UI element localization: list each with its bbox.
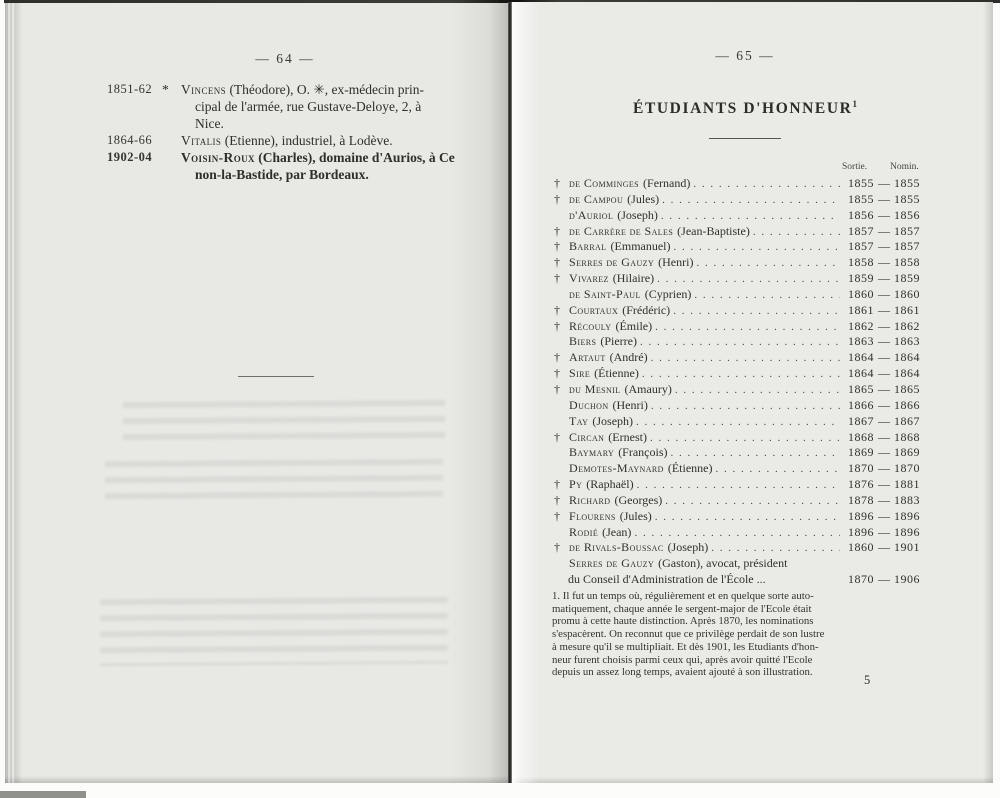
- row-years: [840, 287, 932, 302]
- entry-dates: 1864-66: [107, 133, 153, 147]
- row-years: [840, 303, 932, 318]
- footnote-reference-mark: 1: [852, 99, 857, 109]
- honor-roll-row: [554, 208, 932, 224]
- year-dash: —: [878, 207, 890, 222]
- row-surname: Récouly: [569, 318, 612, 333]
- honor-roll-row: [554, 192, 932, 208]
- dot-leader: [658, 208, 840, 223]
- dagger-mark: †: [554, 366, 560, 381]
- sortie-year: 1867: [848, 413, 874, 428]
- honor-roll-row: [554, 540, 932, 556]
- sortie-year: 1860: [848, 286, 874, 301]
- honor-roll-row: [554, 398, 932, 414]
- row-name: [569, 176, 690, 191]
- honor-roll-row: [554, 509, 932, 525]
- sortie-year: 1896: [848, 508, 874, 523]
- year-dash: —: [878, 239, 890, 254]
- row-surname: Tay: [569, 413, 589, 428]
- honor-roll-last-row: [554, 556, 932, 588]
- year-dash: —: [878, 176, 890, 190]
- row-given-name: (Émile): [615, 318, 653, 333]
- row-surname: Flourens: [569, 508, 616, 523]
- honor-roll-row: [554, 493, 932, 509]
- row-surname: Sire: [569, 366, 591, 381]
- row-years: [840, 319, 932, 334]
- sortie-year: 1870: [848, 461, 874, 476]
- dot-leader: [750, 224, 840, 239]
- row-years: [840, 572, 932, 587]
- nomin-year: 1869: [894, 445, 920, 460]
- dot-leader: [671, 239, 840, 254]
- sortie-year: 1869: [848, 445, 874, 460]
- entry-text: (Charles), domaine d'Aurios, à Ce: [258, 150, 455, 165]
- nomin-year: 1896: [894, 524, 920, 539]
- entry-surname: Vitalis: [181, 133, 222, 148]
- sortie-year: 1861: [848, 302, 874, 317]
- row-surname: de Carrère de Sales: [569, 223, 674, 238]
- honor-roll-row: [554, 430, 932, 446]
- row-given-name: (Raphaël): [586, 477, 634, 492]
- honor-roll-row: [554, 287, 932, 303]
- row-surname: Circan: [569, 429, 605, 444]
- row-name: [569, 287, 691, 302]
- honor-roll-row: [554, 461, 932, 477]
- entry-surname: Voisin-Roux: [181, 150, 255, 165]
- section-title-text: ÉTUDIANTS D'HONNEUR: [633, 100, 853, 118]
- bleed-through-smudge: [105, 454, 443, 502]
- year-dash: —: [878, 286, 890, 301]
- directory-entry: [5, 149, 509, 166]
- nomin-year: 1856: [894, 207, 920, 222]
- dagger-mark: †: [554, 350, 560, 365]
- nomin-year: 1859: [894, 271, 920, 286]
- dot-leader: [670, 303, 840, 318]
- sortie-year: 1856: [848, 207, 874, 222]
- year-dash: —: [878, 524, 890, 539]
- dot-leader: [712, 461, 840, 476]
- dot-leader: [648, 350, 840, 365]
- row-surname: d'Auriol: [569, 207, 614, 222]
- dot-leader: [662, 493, 840, 508]
- dot-leader: [659, 192, 840, 207]
- row-years: [840, 176, 932, 191]
- year-dash: —: [878, 461, 890, 476]
- footnote-line: à mesure qu'il se multipliait. Et dès 1901, les Etudiants d'hon-: [552, 640, 819, 653]
- nomin-year: 1896: [894, 508, 920, 523]
- row-surname: de Rivals-Boussac: [569, 540, 664, 555]
- entry-text: (Etienne), industriel, à Lodève.: [224, 133, 393, 148]
- dot-leader: [672, 382, 840, 397]
- section-title: [512, 99, 978, 118]
- row-name: [569, 255, 693, 270]
- nomin-year: 1861: [894, 302, 920, 317]
- nomin-year: 1866: [894, 397, 920, 412]
- dagger-mark: †: [554, 429, 560, 444]
- row-years: [840, 477, 932, 492]
- honor-roll-row: [554, 303, 932, 319]
- dot-leader: [639, 366, 840, 381]
- row-years: [840, 493, 932, 508]
- row-years: [840, 382, 932, 397]
- honor-roll-list: [554, 176, 932, 556]
- sortie-year: 1859: [848, 271, 874, 286]
- row-name: [569, 509, 652, 524]
- row-given-name: (Amaury): [624, 381, 672, 396]
- year-dash: —: [878, 271, 890, 286]
- row-name: [569, 398, 648, 413]
- title-divider-rule: [709, 138, 781, 139]
- directory-entry: [5, 132, 509, 149]
- year-dash: —: [878, 508, 890, 523]
- row-given-name: (Jean): [602, 524, 632, 539]
- dot-leader: [647, 430, 840, 445]
- dagger-mark: †: [554, 540, 560, 555]
- row-name: [569, 224, 750, 239]
- row-given-name: (Ernest): [608, 429, 647, 444]
- sortie-year: 1858: [848, 255, 874, 270]
- row-given-name: (Jules): [619, 508, 652, 523]
- dagger-mark: †: [554, 223, 560, 238]
- entry-text: (Théodore), O. ✳, ex-médecin prin-: [229, 82, 425, 97]
- honor-roll-row: [554, 556, 932, 572]
- dagger-mark: †: [554, 508, 560, 523]
- sortie-year: 1857: [848, 223, 874, 238]
- footnote-line: promu à cette haute distinction. Après 1870, les nominations: [552, 615, 814, 628]
- footnote-line: neur furent choisis parmi ceux qui, après avoir quitté l'Ecole: [552, 653, 813, 666]
- row-name: [569, 382, 672, 397]
- year-dash: —: [878, 191, 890, 206]
- year-dash: —: [878, 318, 890, 333]
- honor-roll-row: [554, 334, 932, 350]
- row-name: [569, 556, 787, 571]
- dagger-mark: †: [554, 239, 560, 254]
- dot-leader: [691, 287, 840, 302]
- row-name: [569, 334, 637, 349]
- sortie-year: 1896: [848, 524, 874, 539]
- entry-continuation: non-la-Bastide, par Bordeaux.: [195, 167, 369, 182]
- footnote-line: 1. Il fut un temps où, régulièrement et en quelque sorte auto-: [552, 590, 814, 602]
- footnote-line: depuis un assez long temps, avaient ajouté à son illustration.: [552, 666, 813, 679]
- dot-leader: [633, 414, 840, 429]
- dagger-mark: †: [554, 255, 560, 270]
- year-dash: —: [878, 350, 890, 365]
- nomin-year: 1862: [894, 318, 920, 333]
- row-given-name: (Joseph): [617, 207, 658, 222]
- honor-roll-row: [554, 366, 932, 382]
- entry-surname: Vincens: [181, 82, 227, 97]
- row-name: [569, 208, 658, 223]
- dagger-mark: †: [554, 492, 560, 507]
- row-given-name: (Henri): [658, 255, 694, 270]
- sortie-year: 1857: [848, 239, 874, 254]
- row-name: [569, 319, 652, 334]
- nomin-year: 1906: [894, 571, 920, 586]
- honor-roll-row: [554, 382, 932, 398]
- dagger-mark: †: [554, 191, 560, 206]
- sheet-number: 5: [864, 673, 871, 687]
- honor-roll-row: [554, 350, 932, 366]
- nomin-year: 1855: [894, 176, 920, 190]
- dagger-mark: †: [554, 302, 560, 317]
- dot-leader: [637, 334, 840, 349]
- sortie-year: 1865: [848, 381, 874, 396]
- row-name: [569, 271, 654, 286]
- dagger-mark: †: [554, 381, 560, 396]
- nomin-year: 1870: [894, 461, 920, 476]
- row-given-name: (Georges): [614, 492, 663, 507]
- dagger-mark: †: [554, 176, 560, 190]
- dagger-mark: †: [554, 477, 560, 492]
- footnote-line: matiquement, chaque année le sergent-major de l'Ecole était: [552, 602, 812, 615]
- bleed-through-smudge: [100, 592, 448, 666]
- dot-leader: [690, 176, 840, 191]
- honor-roll-row: [554, 525, 932, 541]
- section-divider-rule: [238, 376, 314, 377]
- row-given-name: (Étienne): [594, 366, 639, 381]
- row-surname: Baymary: [569, 445, 615, 460]
- nomin-year: 1868: [894, 429, 920, 444]
- dot-leader: [693, 255, 840, 270]
- row-surname: Courtaux: [569, 302, 619, 317]
- row-years: [840, 509, 932, 524]
- row-given-name: (Fernand): [643, 176, 691, 190]
- row-years: [840, 398, 932, 413]
- row-years: [840, 540, 932, 555]
- row-years: [840, 208, 932, 223]
- row-continuation-text: du Conseil d'Administration de l'École ...: [568, 571, 766, 586]
- honor-roll-row: [554, 445, 932, 461]
- dot-leader: [654, 271, 840, 286]
- row-given-name: (Jean-Baptiste): [677, 223, 750, 238]
- nomin-year: 1857: [894, 239, 920, 254]
- dot-leader: [668, 445, 840, 460]
- row-surname: Artaut: [569, 350, 606, 365]
- scan-bottom-bar: [0, 791, 86, 798]
- row-name: [569, 414, 633, 429]
- dagger-mark: †: [554, 271, 560, 286]
- entry-continuation: Nice.: [195, 116, 224, 131]
- row-given-name: (François): [618, 445, 668, 460]
- row-name: [569, 493, 662, 508]
- row-name: [569, 192, 659, 207]
- row-surname: Barral: [569, 239, 607, 254]
- row-surname: Py: [569, 477, 583, 492]
- row-name: [569, 350, 648, 365]
- year-dash: —: [878, 223, 890, 238]
- year-dash: —: [878, 571, 890, 586]
- row-surname: du Mesnil: [569, 381, 621, 396]
- sortie-year: 1864: [848, 350, 874, 365]
- row-given-name: (Cyprien): [644, 286, 692, 301]
- year-dash: —: [878, 381, 890, 396]
- sortie-year: 1862: [848, 318, 874, 333]
- row-surname: de Comminges: [569, 176, 640, 190]
- row-surname: Serres de Gauzy: [569, 255, 655, 270]
- year-dash: —: [878, 540, 890, 555]
- nomin-year: 1857: [894, 223, 920, 238]
- footnote: [552, 590, 938, 679]
- honor-roll-row: [554, 255, 932, 271]
- row-name: [569, 540, 708, 555]
- dot-leader: [631, 525, 840, 540]
- row-given-name: (Étienne): [667, 461, 713, 476]
- left-page: [5, 3, 509, 783]
- entry-continuation: cipal de l'armée, rue Gustave-Deloye, 2, à: [195, 99, 422, 114]
- row-given-name: (André): [609, 350, 648, 365]
- sortie-year: 1863: [848, 334, 874, 349]
- row-years: [840, 430, 932, 445]
- row-surname: Vivarez: [569, 271, 609, 286]
- year-dash: —: [878, 492, 890, 507]
- directory-entries: [5, 81, 509, 183]
- nomin-year: 1901: [894, 540, 920, 555]
- column-header-sortie: Sortie.: [842, 162, 868, 172]
- year-dash: —: [878, 429, 890, 444]
- row-years: [840, 525, 932, 540]
- year-dash: —: [878, 302, 890, 317]
- sortie-year: 1876: [848, 477, 874, 492]
- page-number-64: — 64 —: [255, 51, 315, 66]
- nomin-year: 1860: [894, 286, 920, 301]
- bleed-through-smudge: [123, 395, 445, 449]
- honor-roll-row-continuation: [554, 572, 932, 588]
- dot-leader: [652, 509, 840, 524]
- year-dash: —: [878, 413, 890, 428]
- row-given-name: (Emmanuel): [610, 239, 671, 254]
- row-given-name: (Frédéric): [622, 302, 671, 317]
- row-name: [569, 303, 670, 318]
- row-years: [840, 271, 932, 286]
- right-page: [512, 2, 993, 783]
- row-given-name: (Pierre): [600, 334, 637, 349]
- year-dash: —: [878, 255, 890, 270]
- nomin-year: 1863: [894, 334, 920, 349]
- nomin-year: 1867: [894, 413, 920, 428]
- row-years: [840, 192, 932, 207]
- entry-star-mark: *: [162, 82, 169, 97]
- directory-entry: [5, 81, 509, 98]
- honor-roll-row: [554, 477, 932, 493]
- row-years: [840, 334, 932, 349]
- sortie-year: 1864: [848, 366, 874, 381]
- row-years: [840, 366, 932, 381]
- sortie-year: 1855: [848, 176, 874, 190]
- year-dash: —: [878, 397, 890, 412]
- year-dash: —: [878, 477, 890, 492]
- sortie-year: 1878: [848, 492, 874, 507]
- row-surname: Rodié: [569, 524, 599, 539]
- row-years: [840, 239, 932, 254]
- honor-roll-row: [554, 176, 932, 192]
- nomin-year: 1864: [894, 350, 920, 365]
- row-name: [569, 366, 639, 381]
- entry-dates: 1902-04: [107, 150, 153, 164]
- row-years: [840, 445, 932, 460]
- row-years: [840, 255, 932, 270]
- row-name: [569, 445, 668, 460]
- row-years: [840, 414, 932, 429]
- row-surname: Richard: [569, 492, 611, 507]
- row-surname: Biers: [569, 334, 597, 349]
- row-name: [569, 461, 712, 476]
- row-name: [569, 477, 634, 492]
- row-given-name: (Joseph): [667, 540, 709, 555]
- sortie-year: 1866: [848, 397, 874, 412]
- nomin-year: 1858: [894, 255, 920, 270]
- row-surname: Duchon: [569, 397, 609, 412]
- sortie-year: 1860: [848, 540, 874, 555]
- entry-dates: 1851-62: [107, 82, 153, 96]
- row-name: [569, 239, 671, 254]
- row-surname: de Saint-Paul: [569, 286, 641, 301]
- honor-roll-row: [554, 271, 932, 287]
- page-number-65: — 65 —: [715, 48, 775, 63]
- row-surname: Demotes-Maynard: [569, 461, 664, 476]
- year-dash: —: [878, 445, 890, 460]
- row-surname: de Campou: [569, 191, 624, 206]
- sortie-year: 1868: [848, 429, 874, 444]
- row-years: [840, 224, 932, 239]
- row-given-name: (Jules): [627, 191, 660, 206]
- nomin-year: 1881: [894, 477, 920, 492]
- dot-leader: [648, 398, 840, 413]
- column-headers: [554, 162, 932, 174]
- row-given-name: (Hilaire): [612, 271, 655, 286]
- row-name: [569, 525, 631, 540]
- row-name: [569, 430, 647, 445]
- row-years: [840, 350, 932, 365]
- nomin-year: 1855: [894, 191, 920, 206]
- nomin-year: 1865: [894, 381, 920, 396]
- honor-roll-row: [554, 224, 932, 240]
- honor-roll-row: [554, 414, 932, 430]
- dot-leader: [708, 540, 840, 555]
- nomin-year: 1883: [894, 492, 920, 507]
- row-given-name: (Henri): [612, 397, 648, 412]
- row-years: [840, 461, 932, 476]
- row-surname: Serres de Gauzy: [569, 556, 655, 570]
- footnote-line: s'espacèrent. On reconnut que ce privilège perdait de son lustre: [552, 628, 825, 641]
- sortie-year: 1870: [848, 571, 874, 586]
- sortie-year: 1855: [848, 191, 874, 206]
- honor-roll-row: [554, 239, 932, 255]
- row-given-name: (Joseph): [592, 413, 634, 428]
- year-dash: —: [878, 334, 890, 349]
- row-given-name: (Gaston), avocat, président: [658, 556, 788, 570]
- year-dash: —: [878, 366, 890, 381]
- nomin-year: 1864: [894, 366, 920, 381]
- column-header-nomin: Nomin.: [890, 162, 919, 172]
- honor-roll-row: [554, 319, 932, 335]
- dagger-mark: †: [554, 318, 560, 333]
- dot-leader: [634, 477, 840, 492]
- dot-leader: [652, 319, 840, 334]
